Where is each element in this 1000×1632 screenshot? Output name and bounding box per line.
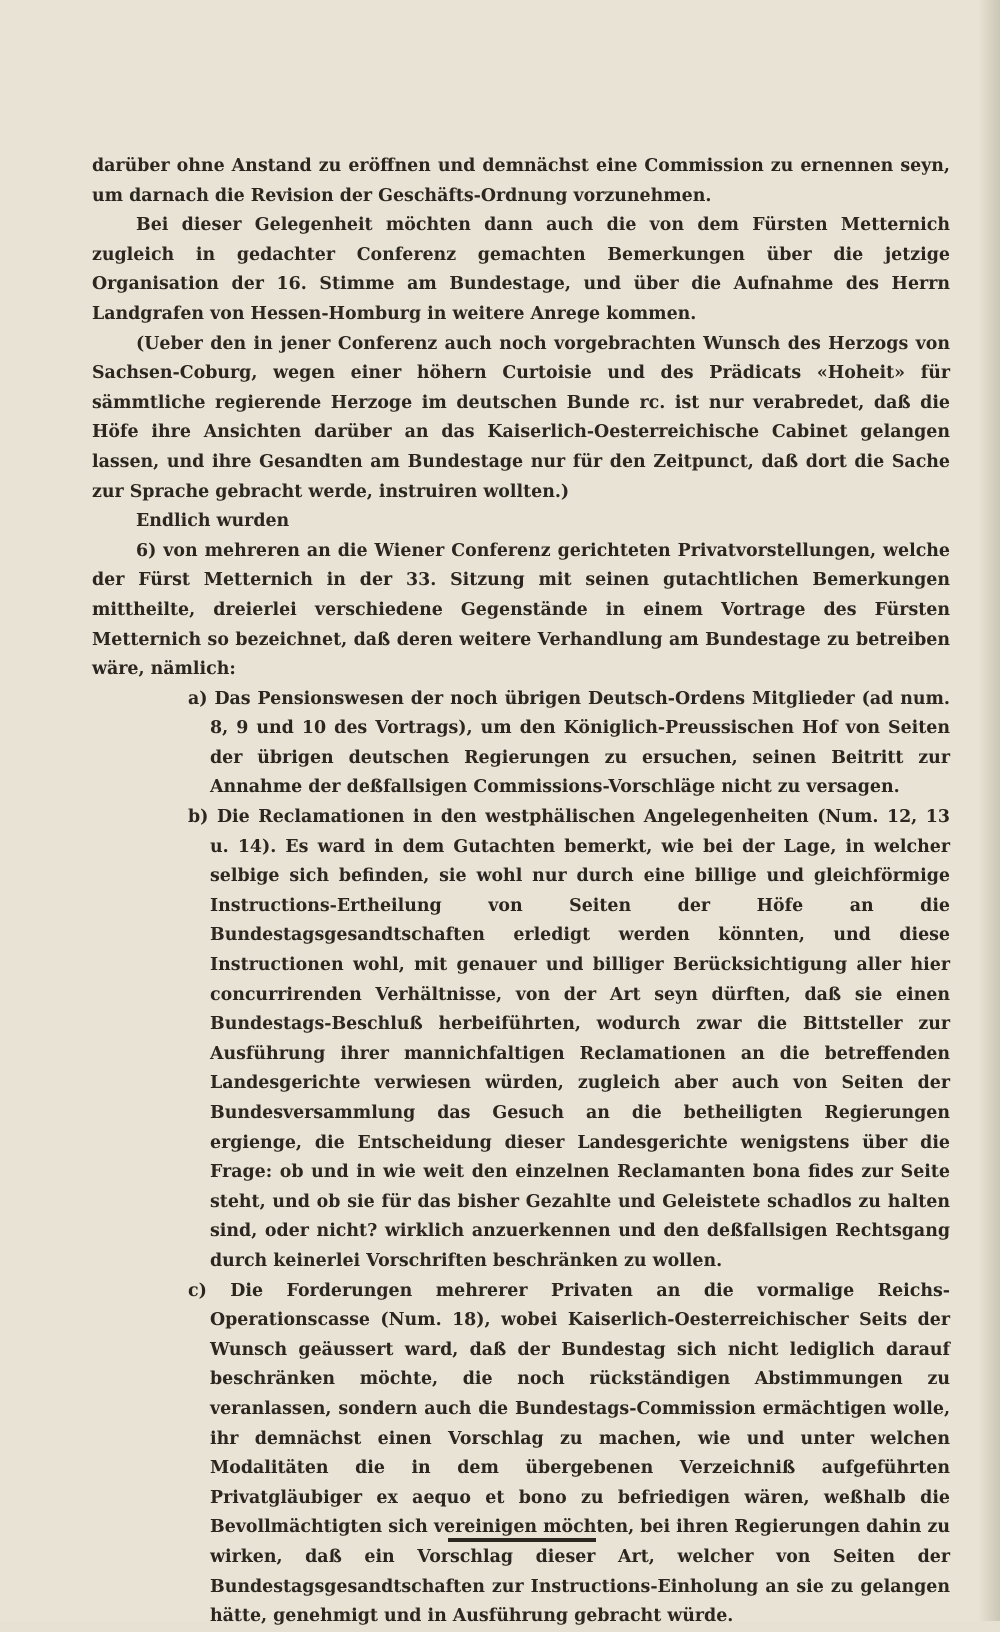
paragraph-continuation: darüber ohne Anstand zu eröffnen und demnächst eine Commission zu ernennen seyn, um darnach die Revision der Geschäfts-Ordnung vorzunehmen. bbox=[92, 156, 950, 206]
paragraph-item-6: 6) von mehreren an die Wiener Conferenz gerichteten Privatvorstellungen, welche der Fürst Metternich in der 33. Sitzung mit seinen gutachtlichen Bemerkungen mittheilte, dreierlei verschiedene Gegenstände in einem Vortrage des Fürsten Metternich so bezeichnet, daß deren weitere Verhandlung am Bundestage zu betreiben wäre, nämlich: bbox=[92, 540, 950, 680]
page-edge-shadow bbox=[978, 0, 1000, 1621]
list-item-a: a) Das Pensionswesen der noch übrigen Deutsch-Ordens Mitglieder (ad num. 8, 9 und 10 des Vortrags), um den Königlich-Preussischen Hof von Seiten der übrigen deutschen Regierungen zu ersuchen, seinen Beitritt zur Annahme der deßfallsigen Commissions-Vorschläge nicht zu versagen. bbox=[188, 688, 950, 798]
list-item-b: b) Die Reclamationen in den westphälischen Angelegenheiten (Num. 12, 13 u. 14). Es ward in dem Gutachten bemerkt, wie bei der Lage, in welcher selbige sich befinden, sie wohl nur durch eine billige und gleichförmige Instructions-Ertheilung von Seiten der Höfe an die Bundestagsgesandtschaften erledigt werden könnten, und diese Instructionen wohl, mit genauer und billiger Berücksichtigung aller hier concurrirenden Verhältnisse, von der Art seyn dürften, daß sie einen Bundestags-Beschluß herbeiführten, wodurch zwar die Bittsteller zur Ausführung ihrer mannichfaltigen Reclamationen an die betreffenden Landesgerichte verwiesen würden, zugleich aber auch von Seiten der Bundesversammlung das Gesuch an die betheiligten Regierungen ergienge, die Entscheidung dieser Landesgerichte wenigstens über die Frage: ob und in wie weit den einzelnen Reclamanten bona fides zur Seite steht, und ob sie für das bisher Gezahlte und Geleistete schadlos zu halten sind, oder nicht? wirklich anzuerkennen und den deßfallsigen Rechtsgang durch keinerlei Vorschriften beschränken zu wollen. bbox=[188, 807, 950, 1271]
paragraph-endlich: Endlich wurden bbox=[136, 511, 290, 532]
list-item-c: c) Die Forderungen mehrerer Privaten an die vormalige Reichs-Operationscasse (Num. 18), wobei Kaiserlich-Oesterreichischer Seits der Wunsch geäussert ward, daß der Bundestag sich nicht lediglich darauf beschränken möchte, die noch rückständigen Abstimmungen zu veranlassen, sondern auch die Bundestags-Commission ermächtigen wolle, ihr demnächst einen Vorschlag zu machen, wie und unter welchen Modalitäten die in dem übergebenen Verzeichniß aufgeführten Privatgläubiger ex aequo et bono zu befriedigen wären, weßhalb die Bevollmächtigten sich vereinigen möchten, bei ihren Regierungen dahin zu wirken, daß ein Vorschlag dieser Art, welcher von Seiten der Bundestagsgesandtschaften zur Instructions-Einholung an sie zu gelangen hätte, genehmigt und in Ausführung gebracht würde. bbox=[188, 1280, 950, 1627]
paragraph-coburg-note: (Ueber den in jener Conferenz auch noch vorgebrachten Wunsch des Herzogs von Sachsen-Coburg, wegen einer höhern Curtoisie und des Prädicats «Hoheit» für sämmtliche regierende Herzoge im deutschen Bunde rc. ist nur verabredet, daß die Höfe ihre Ansichten darüber an das Kaiserlich-Oesterreichische Cabinet gelangen lassen, und ihre Gesandten am Bundestage nur für den Zeitpunct, daß dort die Sache zur Sprache gebracht werde, instruiren wollten.) bbox=[92, 333, 950, 502]
end-rule bbox=[448, 1538, 596, 1542]
paragraph-metternich-remarks: Bei dieser Gelegenheit möchten dann auch die von dem Fürsten Metternich zugleich in gedachter Conferenz gemachten Bemerkungen über die jetzige Organisation der 16. Stimme am Bundestage, und über die Aufnahme des Herrn Landgrafen von Hessen-Homburg in weitere Anrege kommen. bbox=[92, 215, 950, 324]
body-text bbox=[92, 152, 950, 1632]
